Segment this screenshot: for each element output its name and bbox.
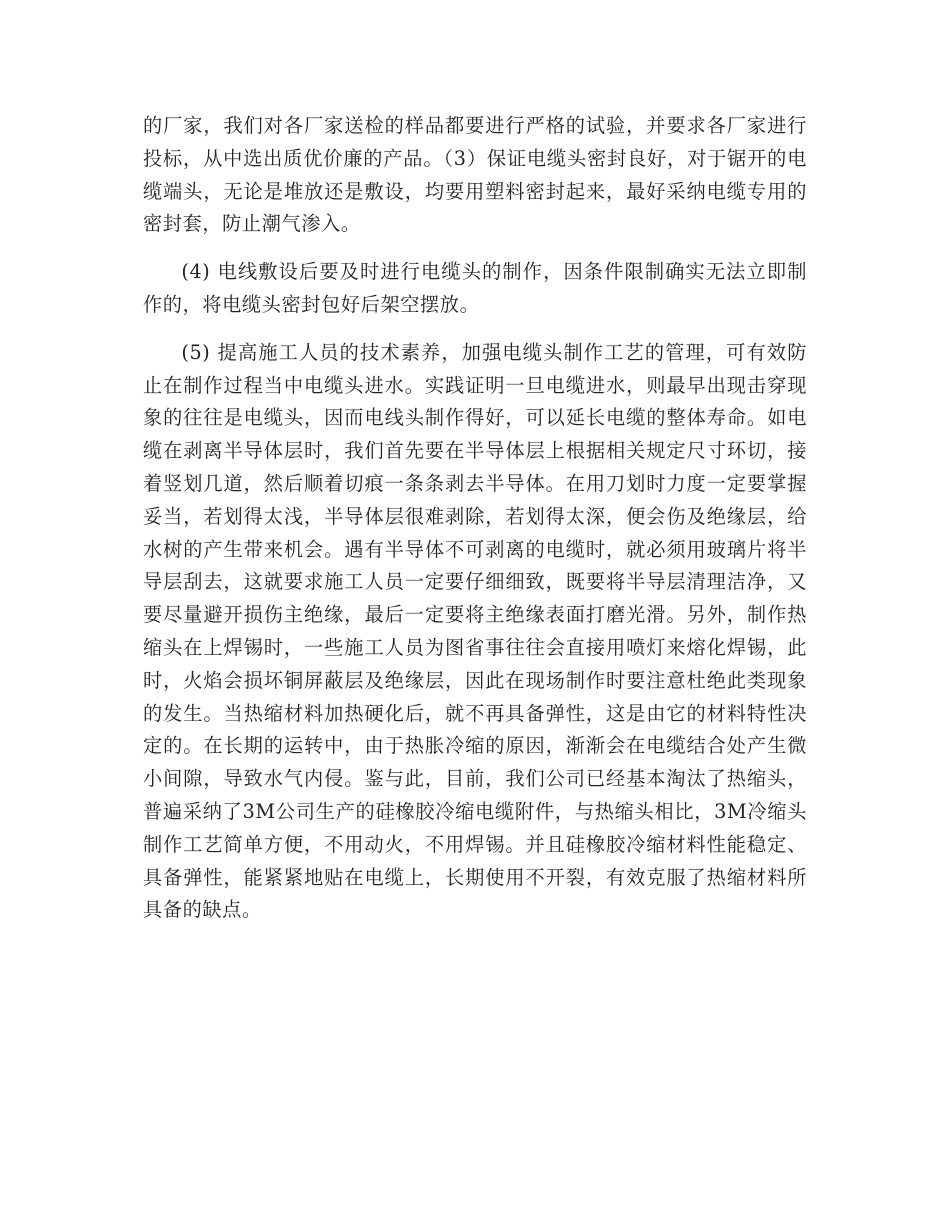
paragraph-item-5: (5) 提高施工人员的技术素养，加强电缆头制作工艺的管理，可有效防止在制作过程当中电缆头进水。实践证明一旦电缆进水，则最早出现击穿现象的往往是电缆头，因而电线头制作得好，可以延长电缆的整体寿命。如电缆在剥离半导体层时，我们首先要在半导体层上根据相关规定尺寸环切，接着竖划几道，然后顺着切痕一条条剥去半导体。在用刀划时力度一定要掌握妥当，若划得太浅，半导体层很难剥除，若划得太深，便会伤及绝缘层，给水树的产生带来机会。遇有半导体不可剥离的电缆时，就必须用玻璃片将半导层刮去，这就要求施工人员一定要仔细细致，既要将半导层清理洁净，又要尽量避开损伤主绝缘，最后一定要将主绝缘表面打磨光滑。另外，制作热缩头在上焊锡时，一些施工人员为图省事往往会直接用喷灯来熔化焊锡，此时，火焰会损坏铜屏蔽层及绝缘层，因此在现场制作时要注意杜绝此类现象的发生。当热缩材料加热硬化后，就不再具备弹性，这是由它的材料特性决定的。在长期的运转中，由于热胀冷缩的原因，渐渐会在电缆结合处产生微小间隙，导致水气内侵。鉴与此，目前，我们公司已经基本淘汰了热缩头，普遍采纳了3M公司生产的硅橡胶冷缩电缆附件，与热缩头相比，3M冷缩头制作工艺简单方便，不用动火，不用焊锡。并且硅橡胶冷缩材料性能稳定、具备弹性，能紧紧地贴在电缆上，长期使用不开裂，有效克服了热缩材料所具备的缺点。: [143, 340, 807, 922]
body-text: [143, 110, 807, 927]
paragraph-item-4: (4) 电线敷设后要及时进行电缆头的制作，因条件限制确实无法立即制作的，将电缆头密封包好后架空摆放。: [143, 260, 807, 316]
paragraph-continuation: 的厂家，我们对各厂家送检的样品都要进行严格的试验，并要求各厂家进行投标，从中选出质优价廉的产品。（3）保证电缆头密封良好，对于锯开的电缆端头，无论是堆放还是敷设，均要用塑料密封起来，最好采纳电缆专用的密封套，防止潮气渗入。: [143, 114, 807, 236]
